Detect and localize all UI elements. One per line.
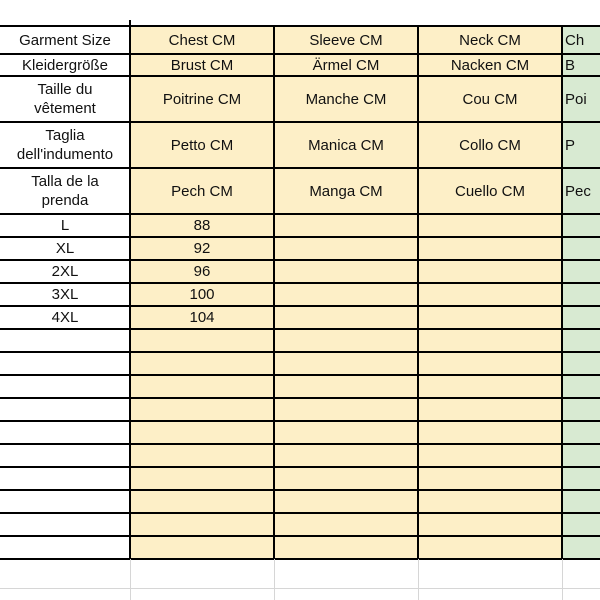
- size-cell[interactable]: [418, 306, 562, 329]
- header-cell[interactable]: Poi: [565, 90, 587, 108]
- row-divider: [0, 351, 600, 353]
- empty-cell[interactable]: [562, 329, 600, 352]
- empty-cell[interactable]: [274, 490, 418, 513]
- empty-cell[interactable]: [418, 513, 562, 536]
- empty-cell[interactable]: [0, 352, 130, 375]
- empty-cell[interactable]: [418, 398, 562, 421]
- row-divider: [0, 397, 600, 399]
- empty-cell[interactable]: [130, 536, 274, 559]
- header-cell[interactable]: Nacken CM: [450, 56, 530, 74]
- empty-cell[interactable]: [130, 398, 274, 421]
- row-divider: [0, 489, 600, 491]
- header-cell[interactable]: Cou CM: [462, 90, 518, 108]
- row-divider: [0, 512, 600, 514]
- empty-cell[interactable]: [0, 490, 130, 513]
- column-divider: [417, 25, 419, 560]
- empty-cell[interactable]: [130, 421, 274, 444]
- empty-cell[interactable]: [0, 513, 130, 536]
- size-cell[interactable]: 88: [193, 217, 211, 234]
- empty-cell[interactable]: [562, 444, 600, 467]
- row-divider: [0, 328, 600, 330]
- size-cell[interactable]: L: [60, 217, 70, 234]
- size-cell[interactable]: 2XL: [51, 263, 79, 280]
- empty-cell[interactable]: [130, 467, 274, 490]
- size-cell[interactable]: [274, 306, 418, 329]
- header-cell[interactable]: Neck CM: [459, 31, 521, 49]
- column-divider-light: [130, 559, 131, 600]
- header-cell[interactable]: P: [565, 136, 576, 154]
- empty-cell[interactable]: [274, 375, 418, 398]
- header-cell[interactable]: Garment Size: [19, 31, 111, 49]
- empty-cell[interactable]: [274, 536, 418, 559]
- size-cell[interactable]: [274, 260, 418, 283]
- empty-cell[interactable]: [274, 444, 418, 467]
- column-divider-light: [562, 559, 563, 600]
- empty-cell[interactable]: [562, 352, 600, 375]
- empty-cell[interactable]: [0, 444, 130, 467]
- column-divider: [561, 25, 563, 560]
- row-divider: [0, 121, 600, 123]
- header-cell[interactable]: Manga CM: [309, 182, 383, 200]
- header-cell[interactable]: Kleidergröße: [22, 56, 108, 74]
- empty-cell[interactable]: [562, 513, 600, 536]
- header-cell[interactable]: Cuello CM: [454, 182, 526, 200]
- header-cell[interactable]: Taglia dell'indumento: [16, 127, 114, 163]
- empty-cell[interactable]: [274, 352, 418, 375]
- empty-cell[interactable]: [274, 467, 418, 490]
- empty-cell[interactable]: [562, 398, 600, 421]
- header-cell[interactable]: Taille du vêtement: [34, 81, 96, 117]
- row-divider: [0, 259, 600, 261]
- row-divider: [0, 236, 600, 238]
- empty-cell[interactable]: [130, 444, 274, 467]
- empty-cell[interactable]: [562, 536, 600, 559]
- size-cell[interactable]: [418, 214, 562, 237]
- header-cell[interactable]: Talla de la prenda: [31, 173, 99, 209]
- size-cell[interactable]: [562, 214, 600, 237]
- header-cell[interactable]: Pech CM: [171, 182, 233, 200]
- empty-cell[interactable]: [274, 513, 418, 536]
- header-cell[interactable]: Collo CM: [459, 136, 521, 154]
- empty-cell[interactable]: [0, 467, 130, 490]
- size-cell[interactable]: [562, 237, 600, 260]
- empty-cell[interactable]: [274, 421, 418, 444]
- row-divider: [0, 75, 600, 77]
- row-divider: [0, 558, 600, 560]
- row-divider: [0, 466, 600, 468]
- empty-cell[interactable]: [130, 352, 274, 375]
- row-divider: [0, 25, 600, 27]
- header-cell[interactable]: Poitrine CM: [162, 90, 242, 108]
- column-divider-light: [274, 559, 275, 600]
- row-divider: [0, 282, 600, 284]
- header-cell[interactable]: Chest CM: [168, 31, 236, 49]
- empty-cell[interactable]: [0, 329, 130, 352]
- header-cell[interactable]: Ch: [565, 31, 585, 49]
- header-cell[interactable]: Brust CM: [170, 56, 234, 74]
- empty-cell[interactable]: [130, 513, 274, 536]
- size-cell[interactable]: [562, 260, 600, 283]
- size-cell[interactable]: [274, 237, 418, 260]
- empty-cell[interactable]: [418, 536, 562, 559]
- size-cell[interactable]: [418, 237, 562, 260]
- column-divider: [129, 20, 131, 560]
- header-cell[interactable]: Sleeve CM: [309, 31, 383, 49]
- empty-cell[interactable]: [130, 329, 274, 352]
- row-divider-light: [0, 588, 600, 589]
- empty-cell[interactable]: [418, 352, 562, 375]
- size-cell[interactable]: [562, 306, 600, 329]
- empty-cell[interactable]: [562, 421, 600, 444]
- size-cell[interactable]: 100: [189, 286, 215, 303]
- size-cell[interactable]: 96: [193, 263, 211, 280]
- empty-cell[interactable]: [418, 490, 562, 513]
- empty-cell[interactable]: [274, 398, 418, 421]
- row-divider: [0, 167, 600, 169]
- size-cell[interactable]: 4XL: [51, 309, 79, 326]
- size-cell[interactable]: 3XL: [51, 286, 79, 303]
- empty-cell[interactable]: [418, 375, 562, 398]
- row-divider: [0, 420, 600, 422]
- size-cell[interactable]: 92: [193, 240, 211, 257]
- size-cell[interactable]: 104: [189, 309, 215, 326]
- size-cell[interactable]: [274, 283, 418, 306]
- empty-cell[interactable]: [418, 329, 562, 352]
- empty-cell[interactable]: [130, 375, 274, 398]
- size-cell[interactable]: [274, 214, 418, 237]
- header-cell[interactable]: Ärmel CM: [312, 56, 380, 74]
- header-cell[interactable]: Manica CM: [308, 136, 384, 154]
- empty-cell[interactable]: [418, 467, 562, 490]
- empty-cell[interactable]: [562, 375, 600, 398]
- empty-cell[interactable]: [0, 421, 130, 444]
- empty-cell[interactable]: [418, 421, 562, 444]
- size-cell[interactable]: [418, 283, 562, 306]
- row-divider: [0, 53, 600, 55]
- header-cell[interactable]: Manche CM: [305, 90, 387, 108]
- row-divider: [0, 213, 600, 215]
- size-cell[interactable]: [418, 260, 562, 283]
- empty-cell[interactable]: [418, 444, 562, 467]
- column-divider-light: [418, 559, 419, 600]
- header-cell[interactable]: Petto CM: [170, 136, 234, 154]
- row-divider: [0, 443, 600, 445]
- column-divider: [273, 25, 275, 560]
- empty-cell[interactable]: [0, 398, 130, 421]
- header-cell[interactable]: B: [565, 56, 576, 74]
- row-divider: [0, 374, 600, 376]
- empty-cell[interactable]: [562, 490, 600, 513]
- empty-cell[interactable]: [0, 375, 130, 398]
- empty-cell[interactable]: [130, 490, 274, 513]
- header-cell[interactable]: Pec: [565, 182, 591, 200]
- empty-cell[interactable]: [274, 329, 418, 352]
- size-cell[interactable]: XL: [55, 240, 75, 257]
- empty-cell[interactable]: [0, 536, 130, 559]
- row-divider: [0, 305, 600, 307]
- empty-cell[interactable]: [562, 467, 600, 490]
- size-cell[interactable]: [562, 283, 600, 306]
- row-divider: [0, 535, 600, 537]
